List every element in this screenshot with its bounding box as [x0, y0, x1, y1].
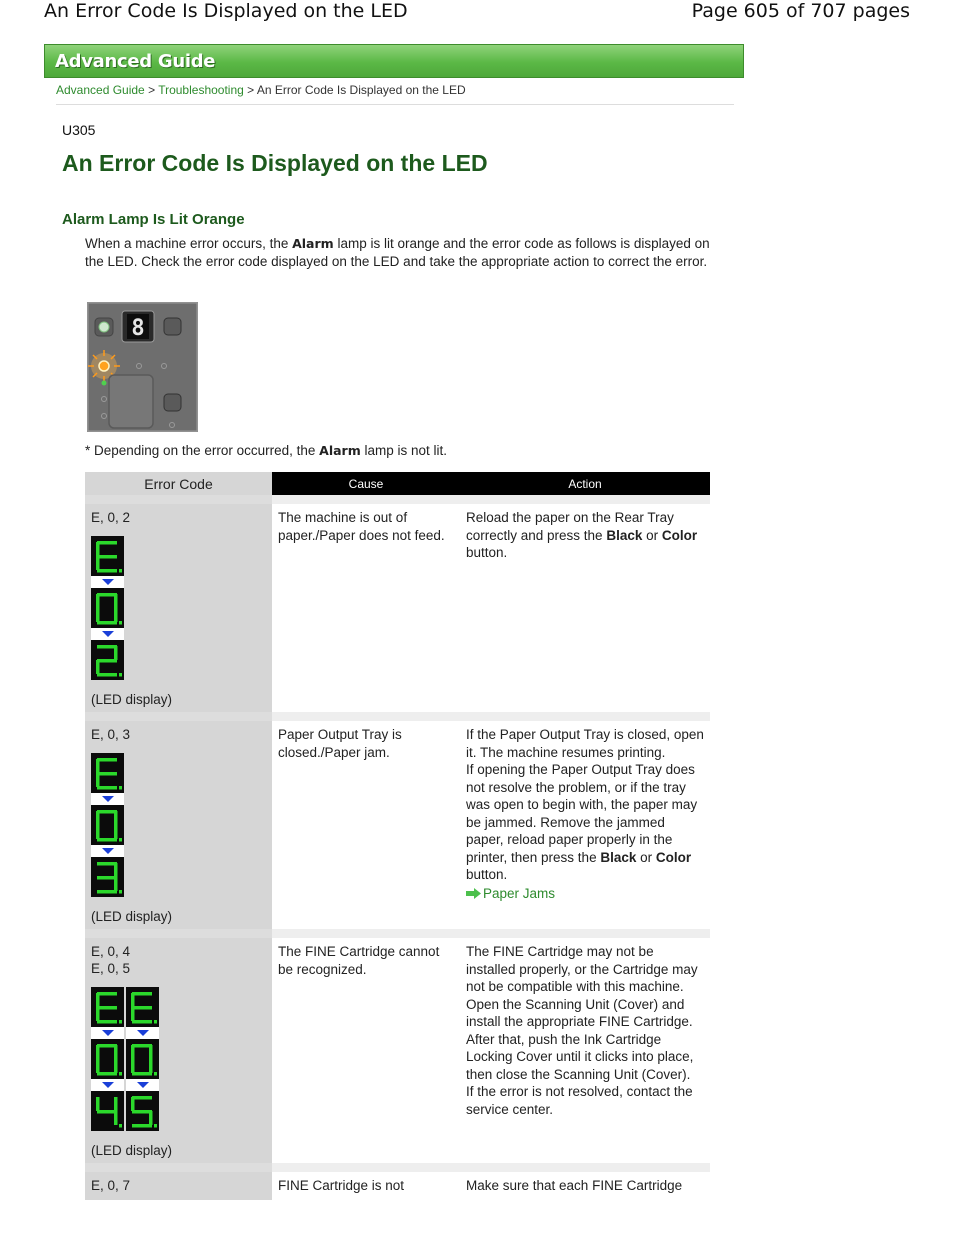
action-text: or: [642, 527, 662, 543]
led-segment: [131, 1045, 135, 1059]
arrow-down-icon: [91, 628, 124, 640]
cause-cell: Paper Output Tray is closed./Paper jam.: [272, 721, 460, 929]
color-button-name: Color: [661, 527, 698, 543]
led-segment: [97, 1020, 117, 1024]
led-decimal-point: [154, 1124, 157, 1128]
header-action: Action: [460, 472, 710, 495]
note-text: * Depending on the error occurred, the: [85, 443, 320, 458]
led-segment: [96, 993, 100, 1007]
led-decimal-point: [154, 1072, 157, 1076]
led-segment: [97, 541, 117, 545]
action-paragraph: If the error is not resolved, contact the service center.: [466, 1084, 693, 1117]
led-segment: [96, 811, 100, 825]
action-cell: Make sure that each FINE Cartridge: [460, 1172, 710, 1200]
error-code-cell: [85, 1172, 272, 1200]
banner-label: Advanced Guide: [55, 51, 216, 72]
led-segment: [96, 1045, 100, 1059]
led-segment: [114, 1111, 118, 1125]
led-sequence: [91, 987, 124, 1131]
action-text: button.: [466, 867, 508, 882]
error-code-value: E, 0, 5: [91, 961, 131, 976]
led-digit: [91, 987, 124, 1027]
led-segment: [97, 758, 117, 762]
led-segment: [96, 594, 100, 608]
action-cell: [460, 721, 710, 929]
error-code-value: E, 0, 7: [91, 1178, 131, 1193]
breadcrumb-separator: >: [144, 83, 159, 97]
arrow-down-icon: [91, 1079, 124, 1091]
section-title: Alarm Lamp Is Lit Orange: [62, 211, 245, 228]
led-segment: [97, 659, 117, 663]
led-segment: [131, 1059, 135, 1073]
led-decimal-point: [119, 621, 122, 625]
arrow-right-icon: [466, 888, 481, 899]
led-decimal-point: [119, 1020, 122, 1024]
led-decimal-point: [119, 1124, 122, 1128]
led-segment: [114, 646, 118, 660]
error-code-cell: [85, 721, 272, 929]
led-segment: [97, 1006, 117, 1010]
breadcrumb-divider: [56, 104, 734, 105]
led-digit: [91, 805, 124, 845]
led-caption: (LED display): [91, 692, 173, 707]
paper-jams-link[interactable]: [466, 885, 704, 903]
action-cell: [460, 938, 710, 1163]
action-paragraph: The FINE Cartridge may not be installed properly, or the Cartridge may not be compatible with this machine.: [466, 944, 698, 994]
led-digit: [126, 1091, 159, 1131]
led-segment: [96, 608, 100, 622]
error-code-value: E, 0, 4: [91, 944, 131, 959]
led-decimal-point: [154, 1020, 157, 1024]
action-text: Reload the paper on the Rear Tray correctly and press the: [466, 510, 674, 543]
breadcrumb-current: An Error Code Is Displayed on the LED: [256, 83, 466, 97]
table-row: [85, 504, 710, 712]
arrow-down-icon: [126, 1079, 159, 1091]
led-decimal-point: [119, 673, 122, 677]
led-segment: [149, 1045, 153, 1059]
led-segment: [96, 1059, 100, 1073]
led-segment: [97, 621, 117, 625]
led-segment: [96, 759, 100, 773]
led-segment: [114, 594, 118, 608]
error-code-cell: [85, 504, 272, 712]
led-segment: [131, 993, 135, 1007]
led-segment: [132, 1006, 152, 1010]
led-segment: [149, 1059, 153, 1073]
led-digit: [91, 588, 124, 628]
cause-cell: The FINE Cartridge cannot be recognized.: [272, 938, 460, 1163]
note-text-rest: lamp is not lit.: [360, 443, 448, 458]
led-segment: [131, 1097, 135, 1111]
led-segment: [132, 992, 152, 996]
row-spacer: [85, 712, 710, 721]
action-text: or: [636, 849, 656, 865]
led-decimal-point: [119, 786, 122, 790]
led-segment: [114, 1045, 118, 1059]
intro-paragraph: [85, 235, 710, 270]
page-title: An Error Code Is Displayed on the LED: [62, 150, 488, 176]
led-segment: [114, 811, 118, 825]
led-segment: [132, 1096, 152, 1100]
led-segment: [132, 1020, 152, 1024]
arrow-down-icon: [91, 845, 124, 857]
error-code-cell: [85, 938, 272, 1163]
led-sequence: [91, 753, 124, 897]
header-error-code: Error Code: [85, 472, 272, 495]
led-segment: [114, 1097, 118, 1111]
alarm-button-name: Alarm: [292, 236, 334, 251]
breadcrumb: [56, 83, 466, 97]
arrow-down-icon: [91, 576, 124, 588]
led-digit: [91, 857, 124, 897]
led-segment: [96, 773, 100, 787]
led-decimal-point: [119, 1072, 122, 1076]
led-segment: [96, 1097, 100, 1111]
table-row: [85, 1172, 710, 1200]
black-button-name: Black: [600, 849, 637, 865]
operation-panel-illustration: [87, 302, 198, 432]
led-digit: [91, 536, 124, 576]
led-decimal-point: [119, 838, 122, 842]
led-segment: [97, 772, 117, 776]
action-cell: [460, 504, 710, 712]
black-button-name: Black: [606, 527, 643, 543]
led-segment: [114, 608, 118, 622]
table-row: [85, 938, 710, 1163]
led-segment: [96, 825, 100, 839]
breadcrumb-separator: >: [243, 83, 257, 97]
led-segment: [97, 890, 117, 894]
action-text: If opening the Paper Output Tray does not resolve the problem, or if the tray was open to begin with, the paper may be jammed. Remove the jammed paper, reload paper properly in the printer, then press the: [466, 762, 698, 865]
led-caption: (LED display): [91, 909, 173, 924]
led-segment: [96, 1007, 100, 1021]
led-display: [91, 987, 266, 1131]
intro-text-rest: lamp is lit orange and the error code as follows is displayed on the LED. Check the error code displayed on the LED and take the appropriate action to correct the error.: [85, 236, 710, 269]
led-segment: [149, 1111, 153, 1125]
led-segment: [114, 863, 118, 877]
led-segment: [97, 992, 117, 996]
row-spacer: [85, 495, 710, 504]
row-spacer: [85, 1163, 710, 1172]
paper-jams-link-text[interactable]: Paper Jams: [483, 885, 556, 901]
arrow-down-icon: [91, 793, 124, 805]
led-digit: [126, 987, 159, 1027]
led-digit: [91, 753, 124, 793]
action-paragraph: If the Paper Output Tray is closed, open it. The machine resumes printing.: [466, 727, 704, 760]
page-counter: Page 605 of 707 pages: [691, 0, 910, 22]
led-segment: [97, 555, 117, 559]
led-decimal-point: [119, 890, 122, 894]
breadcrumb-link-troubleshooting[interactable]: Troubleshooting: [158, 83, 244, 97]
led-digit: [91, 640, 124, 680]
color-button-name: Color: [655, 849, 692, 865]
table-header-row: [85, 472, 710, 495]
led-segment: [114, 1059, 118, 1073]
arrow-down-icon: [91, 1027, 124, 1039]
led-segment: [114, 825, 118, 839]
panel-led-digit: 8: [131, 316, 145, 341]
error-code-id: U305: [62, 122, 96, 138]
action-text: button.: [466, 545, 508, 560]
led-decimal-point: [119, 569, 122, 573]
led-digit: [126, 1039, 159, 1079]
table-row: [85, 721, 710, 929]
led-segment: [132, 1072, 152, 1076]
page-header: [0, 0, 954, 30]
action-paragraph: Open the Scanning Unit (Cover) and install the appropriate FINE Cartridge. After that, push the Ink Cartridge Locking Cover until it clicks into place, then close the Scanning Unit (Cover).: [466, 996, 694, 1082]
error-code-value: E, 0, 2: [91, 510, 131, 525]
led-display: [91, 753, 266, 897]
alarm-button-name: Alarm: [319, 443, 361, 458]
cause-cell: FINE Cartridge is not: [272, 1172, 460, 1200]
led-segment: [131, 1007, 135, 1021]
alarm-note: [85, 443, 447, 458]
led-segment: [97, 1072, 117, 1076]
led-sequence: [126, 987, 159, 1131]
led-segment: [97, 569, 117, 573]
error-code-value: E, 0, 3: [91, 727, 131, 742]
led-sequence: [91, 536, 124, 680]
led-digit: [91, 1039, 124, 1079]
header-title: An Error Code Is Displayed on the LED: [44, 0, 408, 22]
led-segment: [97, 786, 117, 790]
led-digit: [91, 1091, 124, 1131]
advanced-guide-banner: [44, 44, 744, 78]
error-code-table: [85, 472, 710, 1200]
breadcrumb-link-advanced-guide[interactable]: Advanced Guide: [56, 83, 145, 97]
cause-cell: The machine is out of paper./Paper does not feed.: [272, 504, 460, 712]
led-segment: [96, 556, 100, 570]
led-segment: [97, 673, 117, 677]
led-segment: [96, 542, 100, 556]
row-spacer: [85, 929, 710, 938]
led-display: [91, 536, 266, 680]
led-segment: [96, 660, 100, 674]
action-paragraph: [466, 761, 704, 884]
header-cause: Cause: [272, 472, 460, 495]
intro-text: When a machine error occurs, the: [85, 236, 293, 251]
arrow-down-icon: [126, 1027, 159, 1039]
led-segment: [97, 838, 117, 842]
led-caption: (LED display): [91, 1143, 173, 1158]
led-segment: [114, 877, 118, 891]
led-segment: [132, 1124, 152, 1128]
